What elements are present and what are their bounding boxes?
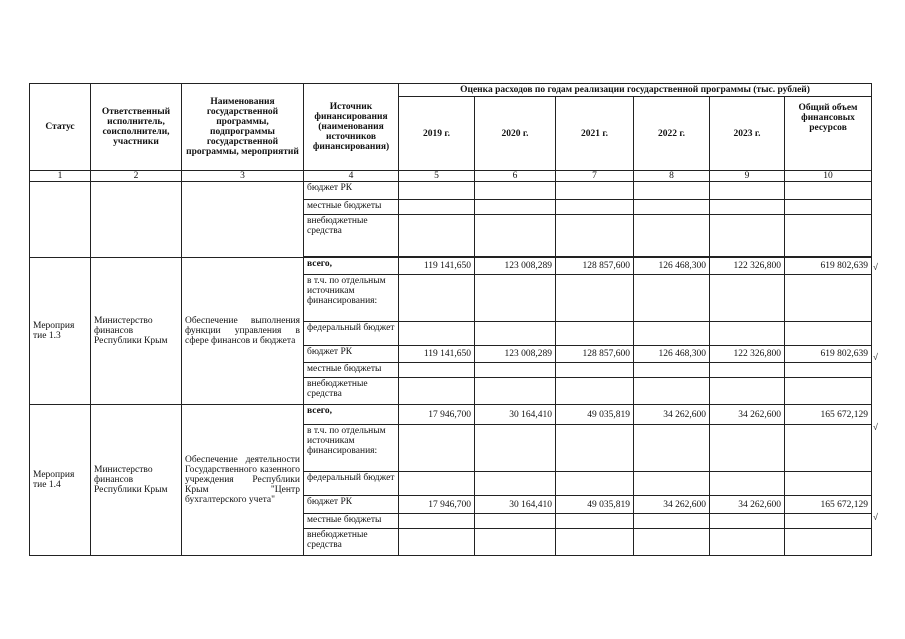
header-year: 2020 г. bbox=[475, 97, 556, 171]
source-cell: всего, bbox=[304, 258, 399, 275]
value-cell: 30 164,410 bbox=[475, 405, 556, 425]
source-cell: бюджет РК bbox=[304, 346, 399, 363]
table-row bbox=[30, 258, 872, 275]
check-mark-icon: √ bbox=[873, 512, 878, 522]
value-cell: 123 008,289 bbox=[475, 346, 556, 363]
value-cell: 619 802,639 bbox=[785, 346, 872, 363]
column-number: 8 bbox=[634, 171, 710, 182]
value-cell: 30 164,410 bbox=[475, 496, 556, 514]
source-cell: местные бюджеты bbox=[304, 363, 399, 378]
check-mark-icon: √ bbox=[873, 422, 878, 432]
column-number: 2 bbox=[91, 171, 182, 182]
budget-table bbox=[29, 83, 872, 556]
value-cell: 119 141,650 bbox=[399, 346, 475, 363]
value-cell: 128 857,600 bbox=[556, 346, 634, 363]
source-cell: местные бюджеты bbox=[304, 200, 399, 215]
header-year: 2022 г. bbox=[634, 97, 710, 171]
header-total: Общий объем финансовых ресурсов bbox=[785, 97, 872, 171]
column-number: 1 bbox=[30, 171, 91, 182]
source-cell: федеральный бюджет bbox=[304, 472, 399, 496]
header-year: 2021 г. bbox=[556, 97, 634, 171]
column-number: 10 bbox=[785, 171, 872, 182]
check-mark-icon: √ bbox=[873, 262, 878, 272]
value-cell: 122 326,800 bbox=[710, 258, 785, 275]
executor-cell: Министерство финансов Республики Крым bbox=[91, 405, 182, 556]
value-cell: 34 262,600 bbox=[710, 496, 785, 514]
source-cell: всего, bbox=[304, 405, 399, 425]
value-cell: 619 802,639 bbox=[785, 258, 872, 275]
table-row bbox=[30, 182, 872, 200]
value-cell: 165 672,129 bbox=[785, 496, 872, 514]
source-cell: в т.ч. по отдельным источникам финансирования: bbox=[304, 425, 399, 472]
table-row bbox=[30, 405, 872, 425]
source-cell: бюджет РК bbox=[304, 182, 399, 200]
column-number-row bbox=[30, 171, 872, 182]
program-name-cell: Обеспечение деятельности Государственного казенного учреждения Республики Крым "Центр бухгалтерского учета" bbox=[182, 405, 304, 556]
check-mark-icon: √ bbox=[873, 352, 878, 362]
source-cell: федеральный бюджет bbox=[304, 322, 399, 346]
source-cell: местные бюджеты bbox=[304, 514, 399, 529]
column-number: 6 bbox=[475, 171, 556, 182]
program-name-cell bbox=[182, 182, 304, 258]
header-year: 2023 г. bbox=[710, 97, 785, 171]
value-cell: 122 326,800 bbox=[710, 346, 785, 363]
value-cell: 119 141,650 bbox=[399, 258, 475, 275]
value-cell: 165 672,129 bbox=[785, 405, 872, 425]
header-executor: Ответственный исполнитель, соисполнители, участники bbox=[91, 84, 182, 171]
value-cell: 126 468,300 bbox=[634, 258, 710, 275]
value-cell: 34 262,600 bbox=[634, 496, 710, 514]
source-cell: бюджет РК bbox=[304, 496, 399, 514]
value-cell: 126 468,300 bbox=[634, 346, 710, 363]
column-number: 5 bbox=[399, 171, 475, 182]
value-cell: 34 262,600 bbox=[634, 405, 710, 425]
source-cell: внебюджетные средства bbox=[304, 215, 399, 257]
value-cell: 128 857,600 bbox=[556, 258, 634, 275]
header-funding-source: Источник финансирования (наименования источников финансирования) bbox=[304, 84, 399, 171]
header-row-1 bbox=[30, 84, 872, 97]
value-cell: 34 262,600 bbox=[710, 405, 785, 425]
header-status: Статус bbox=[30, 84, 91, 171]
header-program-name: Наименования государственной программы, подпрограммы государственной программы, мероприятий bbox=[182, 84, 304, 171]
header-year: 2019 г. bbox=[399, 97, 475, 171]
column-number: 3 bbox=[182, 171, 304, 182]
column-number: 4 bbox=[304, 171, 399, 182]
source-cell: внебюджетные средства bbox=[304, 529, 399, 556]
value-cell: 49 035,819 bbox=[556, 496, 634, 514]
column-number: 7 bbox=[556, 171, 634, 182]
column-number: 9 bbox=[710, 171, 785, 182]
value-cell: 49 035,819 bbox=[556, 405, 634, 425]
header-estimate-title: Оценка расходов по годам реализации государственной программы (тыс. рублей) bbox=[399, 84, 872, 97]
status-cell bbox=[30, 182, 91, 258]
value-cell: 17 946,700 bbox=[399, 405, 475, 425]
value-cell: 17 946,700 bbox=[399, 496, 475, 514]
status-cell: Мероприя тие 1.3 bbox=[30, 258, 91, 405]
status-cell: Мероприя тие 1.4 bbox=[30, 405, 91, 556]
value-cell: 123 008,289 bbox=[475, 258, 556, 275]
program-name-cell: Обеспечение выполнения функции управления в сфере финансов и бюджета bbox=[182, 258, 304, 405]
source-cell: внебюджетные средства bbox=[304, 378, 399, 405]
executor-cell bbox=[91, 182, 182, 258]
executor-cell: Министерство финансов Республики Крым bbox=[91, 258, 182, 405]
source-cell: в т.ч. по отдельным источникам финансирования: bbox=[304, 275, 399, 322]
